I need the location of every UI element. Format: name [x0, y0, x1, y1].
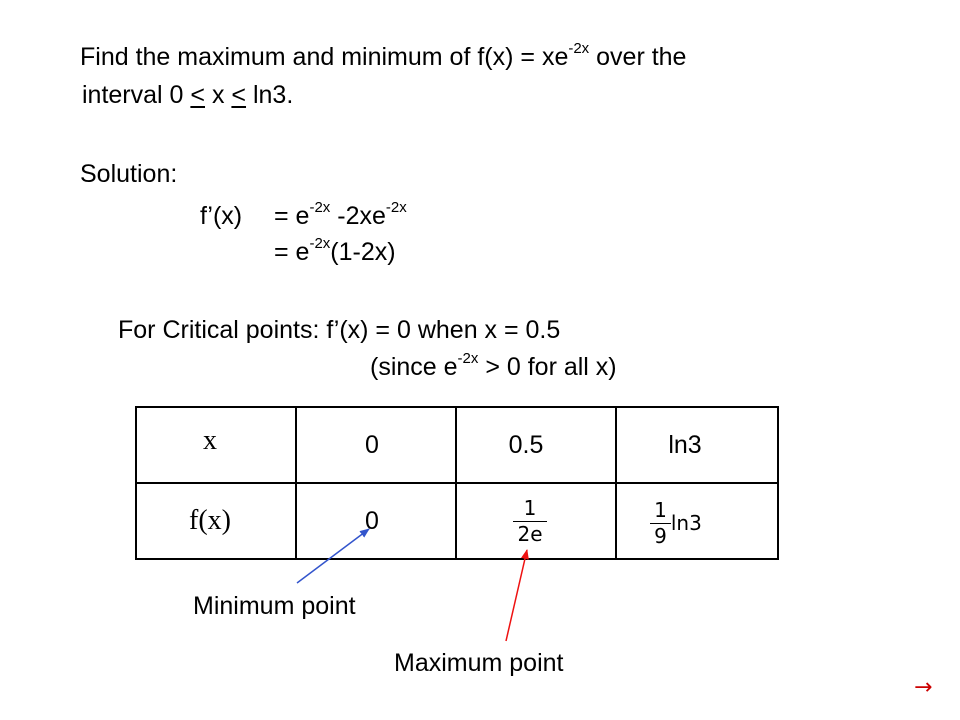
eq-text: (since e: [370, 353, 458, 381]
numerator: 1: [654, 497, 667, 522]
eq-text: = e: [274, 202, 310, 230]
ln3-text: ln3: [670, 511, 702, 535]
problem-text: Find the maximum and minimum of f(x) = xe: [80, 43, 569, 71]
eq-text: = e: [274, 238, 310, 266]
exponent: -2x: [568, 40, 590, 57]
maximum-arrow: [506, 550, 527, 641]
fx-value: 0: [365, 506, 379, 535]
denominator: 9: [654, 523, 667, 548]
x-value: 0.5: [508, 430, 544, 459]
x-value: ln3: [668, 430, 702, 459]
derivative-lhs: f’(x): [200, 202, 243, 230]
numerator: 1: [523, 495, 537, 520]
denominator: 2e: [517, 521, 543, 546]
problem-text: x: [205, 81, 232, 109]
problem-text: interval 0: [82, 81, 191, 109]
problem-text: ln3.: [246, 81, 294, 109]
row-label-x: x: [203, 425, 217, 456]
maximum-point-label: Maximum point: [394, 649, 564, 677]
x-value: 0: [365, 430, 379, 459]
minimum-arrow: [297, 529, 369, 583]
exponent: -2x: [309, 235, 331, 252]
exponent: -2x: [309, 199, 331, 216]
le-symbol: <: [190, 81, 205, 109]
eq-text: > 0 for all x): [478, 353, 617, 381]
minimum-point-label: Minimum point: [193, 592, 356, 620]
row-label-fx: f(x): [189, 505, 231, 536]
exponent: -2x: [385, 199, 407, 216]
next-arrow-icon[interactable]: →: [914, 675, 933, 700]
exponent: -2x: [457, 350, 479, 367]
solution-heading: Solution:: [80, 160, 178, 188]
problem-text: over the: [589, 43, 687, 71]
eq-text: (1-2x): [330, 238, 396, 266]
eq-text: -2xe: [330, 202, 386, 230]
critical-points-line: For Critical points: f’(x) = 0 when x = 0.5: [118, 316, 561, 344]
le-symbol: <: [231, 81, 247, 109]
